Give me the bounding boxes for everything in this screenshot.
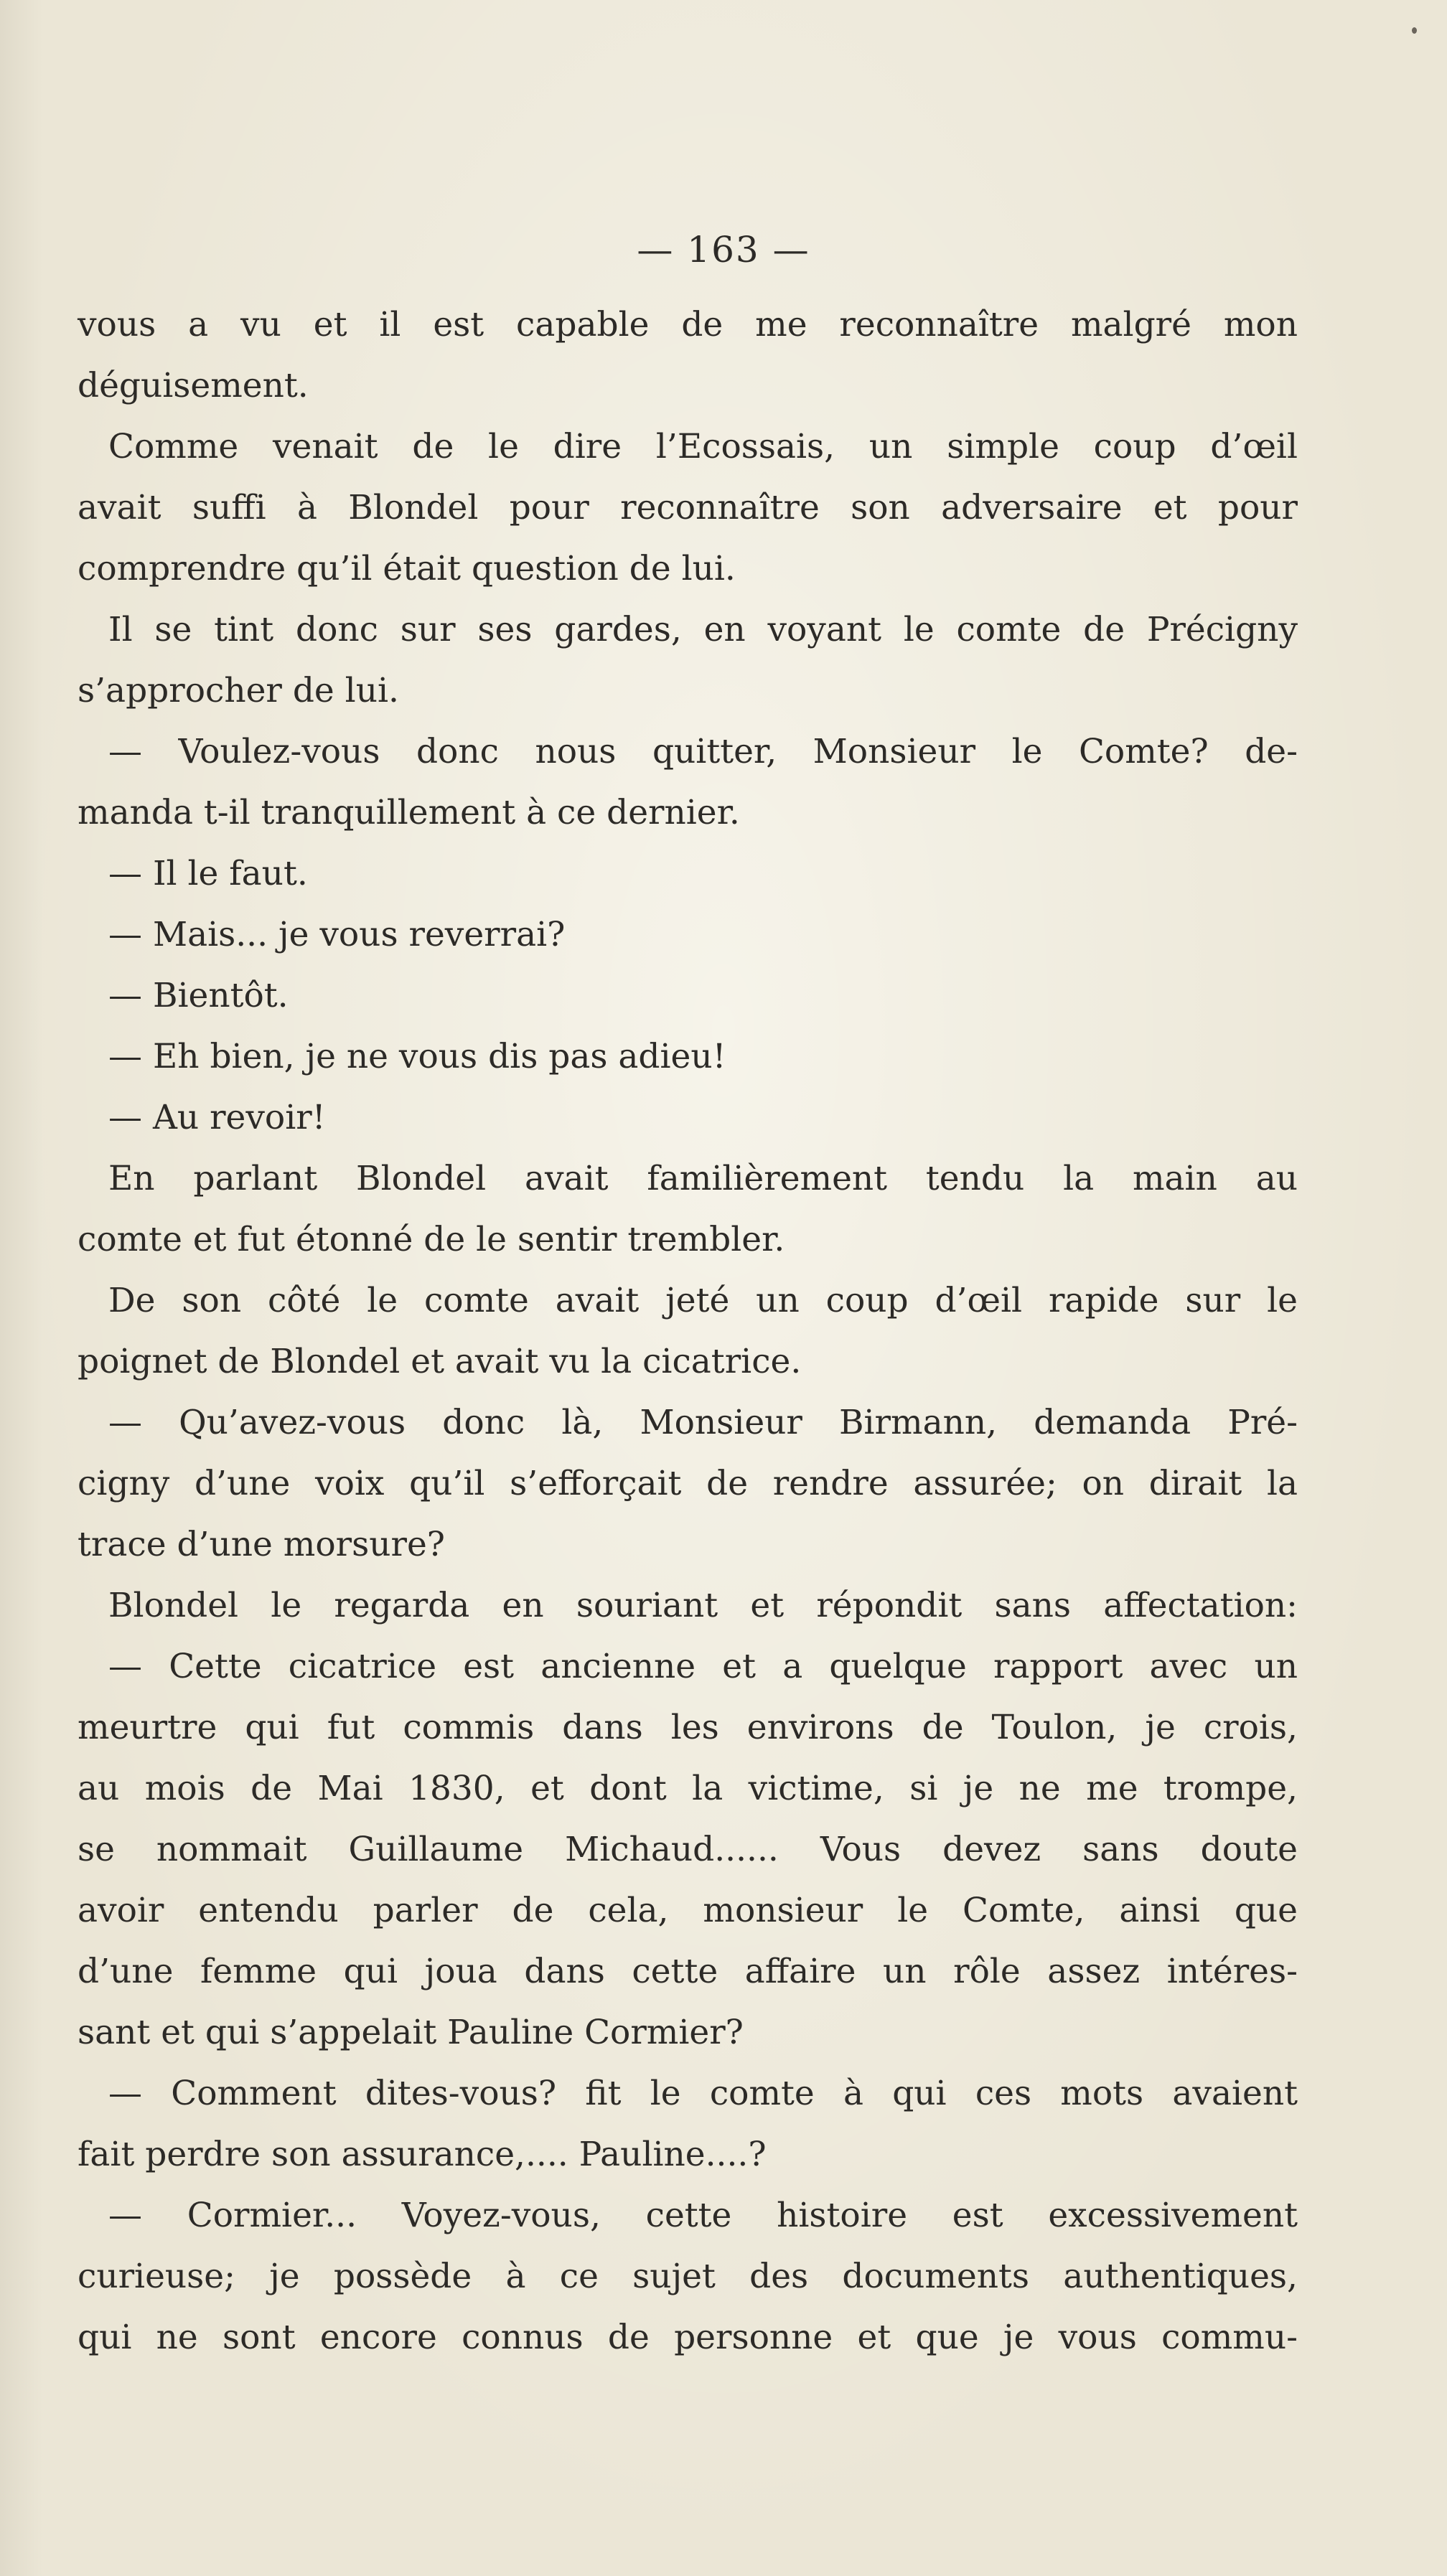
text-line: — Voulez-vous donc nous quitter, Monsieur le Comte? de- xyxy=(108,732,1298,771)
text-line: — Mais... je vous reverrai? xyxy=(108,915,566,954)
text-line: De son côté le comte avait jeté un coup d’œil rapide sur le xyxy=(108,1281,1298,1320)
ink-speck xyxy=(1412,27,1417,34)
page-number: — 163 — xyxy=(637,229,810,271)
text-line: comprendre qu’il était question de lui. xyxy=(78,549,736,588)
text-line: — Au revoir! xyxy=(108,1098,326,1137)
text-line: se nommait Guillaume Michaud...... Vous devez sans doute xyxy=(78,1830,1298,1869)
text-line: avait suffi à Blondel pour reconnaître son adversaire et pour xyxy=(78,488,1298,527)
text-line: avoir entendu parler de cela, monsieur le Comte, ainsi que xyxy=(78,1891,1298,1930)
text-line: fait perdre son assurance,.... Pauline....? xyxy=(78,2135,767,2174)
text-line: qui ne sont encore connus de personne et que je vous commu- xyxy=(78,2318,1298,2357)
text-line: au mois de Mai 1830, et dont la victime, si je ne me trompe, xyxy=(78,1769,1298,1808)
text-line: En parlant Blondel avait familièrement tendu la main au xyxy=(108,1159,1298,1198)
text-line: cigny d’une voix qu’il s’efforçait de rendre assurée; on dirait la xyxy=(78,1464,1298,1503)
text-line: — Cette cicatrice est ancienne et a quelque rapport avec un xyxy=(108,1647,1298,1686)
text-line: déguisement. xyxy=(78,366,309,405)
text-line: comte et fut étonné de le sentir trembler. xyxy=(78,1220,785,1259)
text-line: d’une femme qui joua dans cette affaire un rôle assez intéres- xyxy=(78,1952,1298,1991)
text-line: — Cormier... Voyez-vous, cette histoire est excessivement xyxy=(108,2196,1298,2235)
text-line: Il se tint donc sur ses gardes, en voyant le comte de Précigny xyxy=(108,610,1298,649)
text-line: — Il le faut. xyxy=(108,854,308,893)
text-line: Comme venait de le dire l’Ecossais, un simple coup d’œil xyxy=(108,427,1298,466)
text-line: — Eh bien, je ne vous dis pas adieu! xyxy=(108,1037,726,1076)
text-line: Blondel le regarda en souriant et répondit sans affectation: xyxy=(108,1586,1298,1625)
text-line: — Comment dites-vous? fit le comte à qui ces mots avaient xyxy=(108,2074,1298,2113)
text-line: — Qu’avez-vous donc là, Monsieur Birmann, demanda Pré- xyxy=(108,1403,1298,1442)
text-line: trace d’une morsure? xyxy=(78,1525,445,1564)
text-line: meurtre qui fut commis dans les environs de Toulon, je crois, xyxy=(78,1708,1298,1747)
text-line: vous a vu et il est capable de me reconnaître malgré mon xyxy=(78,305,1298,344)
text-line: — Bientôt. xyxy=(108,976,289,1015)
text-line: poignet de Blondel et avait vu la cicatrice. xyxy=(78,1342,802,1381)
text-line: manda t-il tranquillement à ce dernier. xyxy=(78,793,740,832)
text-line: s’approcher de lui. xyxy=(78,671,399,710)
text-line: curieuse; je possède à ce sujet des documents authentiques, xyxy=(78,2257,1298,2296)
text-line: sant et qui s’appelait Pauline Cormier? xyxy=(78,2013,744,2052)
body-text xyxy=(78,294,1298,2368)
